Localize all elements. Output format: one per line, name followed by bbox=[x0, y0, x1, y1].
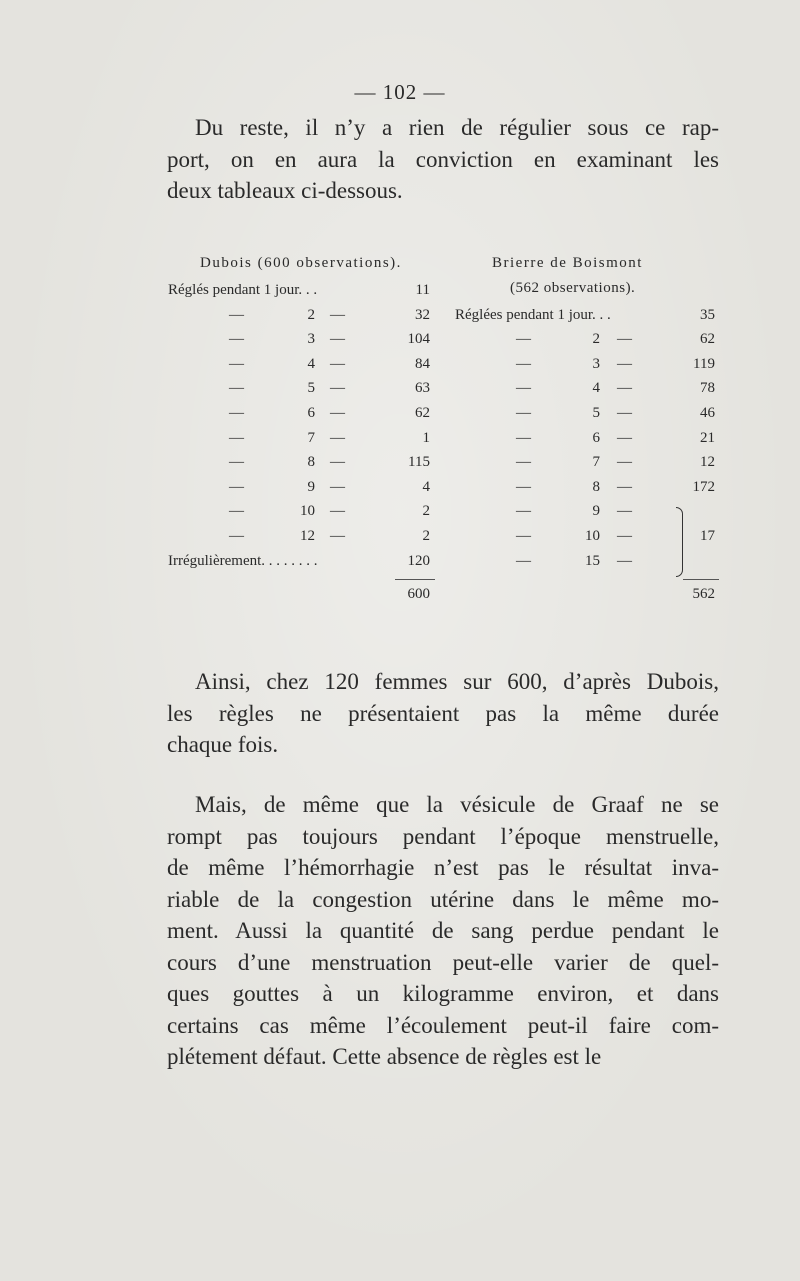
dubois-dash: — bbox=[229, 331, 244, 348]
brierre-row-label: Réglées pendant 1 jour. . . bbox=[455, 306, 611, 323]
dubois-days: 7 bbox=[307, 429, 315, 446]
dubois-dash: — bbox=[229, 503, 244, 520]
para3-line: cours d’une menstruation peut-elle varier de quel- bbox=[167, 949, 719, 975]
brierre-days: 4 bbox=[592, 380, 600, 397]
dubois-count: 63 bbox=[415, 380, 430, 397]
brierre-count: 62 bbox=[700, 331, 715, 348]
brierre-count: 35 bbox=[700, 306, 715, 323]
brierre-days: 15 bbox=[585, 552, 600, 569]
dubois-dash: — bbox=[330, 355, 345, 372]
paragraph-mais bbox=[167, 789, 719, 1073]
para3-line: certains cas même l’écoulement peut-il faire com- bbox=[167, 1012, 719, 1038]
para2-line: Ainsi, chez 120 femmes sur 600, d’après Dubois, bbox=[195, 669, 719, 694]
brierre-days: 8 bbox=[592, 478, 600, 495]
dubois-days: 6 bbox=[307, 405, 315, 421]
brierre-brace-count: 17 bbox=[700, 528, 715, 544]
dubois-count: 62 bbox=[415, 405, 430, 421]
brierre-total: 562 bbox=[692, 585, 715, 602]
brierre-table-subtitle: (562 observations). bbox=[510, 280, 636, 296]
brierre-days: 2 bbox=[592, 331, 600, 348]
dubois-days: 2 bbox=[307, 306, 315, 323]
paragraph-ainsi bbox=[167, 666, 719, 761]
brierre-dash: — bbox=[516, 454, 531, 471]
page-number: — 102 — bbox=[354, 80, 446, 104]
brierre-count: 46 bbox=[700, 405, 715, 421]
dubois-count: 2 bbox=[422, 528, 430, 544]
brierre-dash: — bbox=[516, 503, 531, 520]
dubois-dash: — bbox=[330, 306, 345, 323]
dubois-count: 104 bbox=[407, 331, 430, 348]
dubois-days: 3 bbox=[307, 331, 315, 348]
dubois-dash: — bbox=[330, 331, 345, 348]
intro-paragraph bbox=[167, 112, 719, 207]
intro-line: port, on en aura la conviction en examinant les bbox=[167, 146, 719, 172]
dubois-dash: — bbox=[229, 380, 244, 397]
dubois-days: 9 bbox=[307, 478, 315, 495]
brierre-days: 9 bbox=[592, 503, 600, 520]
dubois-days: 10 bbox=[300, 503, 315, 520]
brierre-count: 119 bbox=[693, 355, 715, 372]
brierre-dash: — bbox=[516, 552, 531, 569]
para3-line: ment. Aussi la quantité de sang perdue pendant le bbox=[167, 918, 719, 943]
para3-line: Mais, de même que la vésicule de Graaf ne se bbox=[195, 792, 719, 817]
para3-line: rompt pas toujours pendant l’époque menstruelle, bbox=[167, 823, 719, 849]
para3-line: plétement défaut. Cette absence de règles est le bbox=[167, 1044, 602, 1069]
dubois-count: 32 bbox=[415, 306, 430, 323]
dubois-days: 4 bbox=[307, 355, 315, 372]
brierre-count: 21 bbox=[700, 429, 715, 446]
dubois-count: 2 bbox=[422, 503, 430, 520]
dubois-dash: — bbox=[330, 454, 345, 471]
dubois-table-title: Dubois (600 observations). bbox=[200, 255, 402, 271]
brierre-dash: — bbox=[617, 331, 632, 348]
brierre-dash: — bbox=[516, 380, 531, 397]
dubois-dash: — bbox=[330, 528, 345, 544]
brierre-count: 172 bbox=[692, 478, 715, 495]
dubois-total: 600 bbox=[407, 585, 430, 602]
brierre-dash: — bbox=[617, 405, 632, 421]
brierre-dash: — bbox=[617, 552, 632, 569]
brierre-dash: — bbox=[516, 478, 531, 495]
para3-line: ques gouttes à un kilogramme environ, et dans bbox=[167, 981, 719, 1006]
dubois-dash: — bbox=[229, 429, 244, 446]
brierre-table-title: Brierre de Boismont bbox=[492, 255, 643, 271]
brierre-dash: — bbox=[516, 528, 531, 544]
brierre-dash: — bbox=[617, 355, 632, 372]
para3-line: riable de la congestion utérine dans le même mo- bbox=[167, 886, 719, 912]
dubois-count: 1 bbox=[422, 429, 430, 446]
dubois-dash: — bbox=[229, 454, 244, 471]
brierre-dash: — bbox=[617, 503, 632, 520]
dubois-dash: — bbox=[330, 380, 345, 397]
dubois-dash: — bbox=[330, 429, 345, 446]
brierre-days: 3 bbox=[592, 355, 600, 372]
brierre-days: 7 bbox=[592, 454, 600, 471]
brierre-dash: — bbox=[516, 331, 531, 348]
dubois-total-rule bbox=[395, 579, 435, 580]
dubois-days: 12 bbox=[300, 528, 315, 544]
dubois-irregular-label: Irrégulièrement. . . . . . . . bbox=[168, 552, 318, 569]
para2-line: les règles ne présentaient pas la même durée bbox=[167, 700, 719, 726]
dubois-days: 5 bbox=[307, 380, 315, 397]
brierre-total-rule bbox=[683, 579, 719, 580]
dubois-dash: — bbox=[229, 306, 244, 323]
brierre-dash: — bbox=[516, 405, 531, 421]
dubois-days: 8 bbox=[307, 454, 315, 471]
dubois-count: 84 bbox=[415, 355, 430, 372]
intro-line: deux tableaux ci-dessous. bbox=[167, 178, 403, 203]
dubois-dash: — bbox=[229, 528, 244, 544]
dubois-row-label: Réglés pendant 1 jour. . . bbox=[168, 282, 318, 298]
brierre-dash: — bbox=[617, 429, 632, 446]
dubois-dash: — bbox=[229, 405, 244, 421]
brierre-dash: — bbox=[617, 528, 632, 544]
brierre-count: 78 bbox=[700, 380, 715, 397]
dubois-irregular-count: 120 bbox=[407, 552, 430, 569]
dubois-dash: — bbox=[330, 478, 345, 495]
dubois-dash: — bbox=[229, 355, 244, 372]
brierre-dash: — bbox=[617, 454, 632, 471]
para3-line: de même l’hémorrhagie n’est pas le résultat inva- bbox=[167, 855, 719, 880]
dubois-count: 4 bbox=[422, 478, 430, 495]
brierre-count: 12 bbox=[700, 454, 715, 471]
brierre-dash: — bbox=[617, 380, 632, 397]
dubois-count: 115 bbox=[408, 454, 430, 471]
dubois-count: 11 bbox=[415, 282, 430, 298]
brierre-days: 10 bbox=[585, 528, 600, 544]
dubois-dash: — bbox=[330, 503, 345, 520]
para2-line: chaque fois. bbox=[167, 732, 279, 757]
dubois-dash: — bbox=[229, 478, 244, 495]
brierre-days: 6 bbox=[592, 429, 600, 446]
brierre-days: 5 bbox=[592, 405, 600, 421]
brierre-dash: — bbox=[516, 355, 531, 372]
brierre-dash: — bbox=[617, 478, 632, 495]
dubois-dash: — bbox=[330, 405, 345, 421]
brierre-dash: — bbox=[516, 429, 531, 446]
intro-line: Du reste, il n’y a rien de régulier sous ce rap- bbox=[195, 115, 719, 140]
